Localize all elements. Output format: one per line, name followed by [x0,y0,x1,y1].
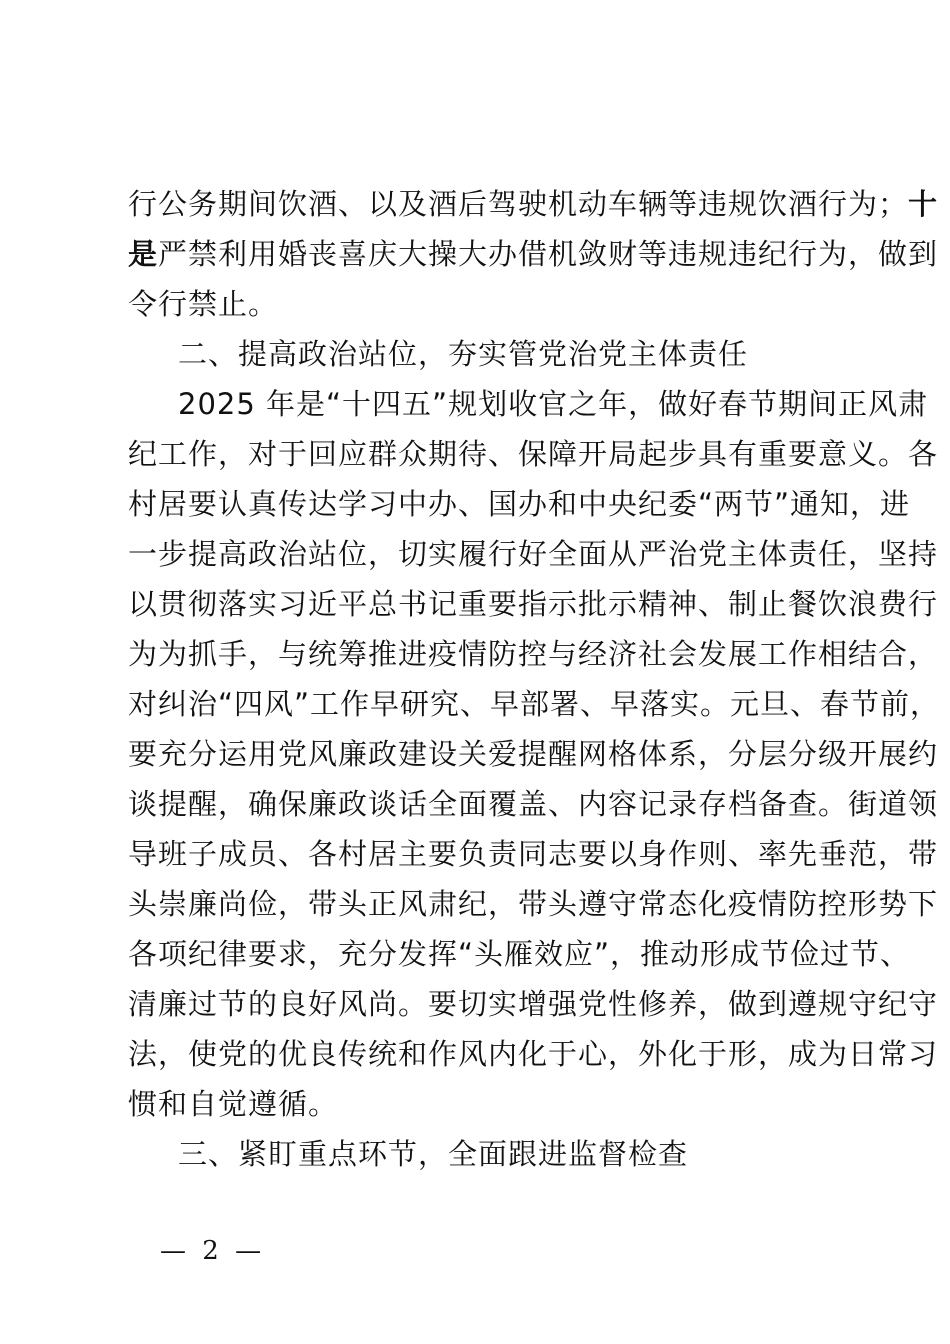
paragraph-line: 对纠治“四风”工作早研究、早部署、早落实。元旦、春节前， [128,687,941,721]
paragraph-line: 一步提高政治站位，切实履行好全面从严治党主体责任，坚持 [128,537,939,571]
text-line-3: 令行禁止。 [128,287,279,321]
section-heading-2: 二、提高政治站位，夯实管党治党主体责任 [178,337,749,371]
paragraph-line: 为为抓手，与统筹推进疫情防控与经济社会发展工作相结合， [128,637,939,671]
bold-numeral: 十 [908,187,939,221]
paragraph-line: 纪工作，对于回应群众期待、保障开局起步具有重要意义。各 [128,437,939,471]
paragraph-line: 头崇廉尚俭，带头正风肃纪，带头遵守常态化疫情防控形势下 [128,887,939,921]
text-span: 行公务期间饮酒、以及酒后驾驶机动车辆等违规饮酒行为； [128,187,909,221]
paragraph-line: 要充分运用党风廉政建设关爱提醒网格体系，分层分级开展约 [128,737,939,771]
paragraph-line: 法，使党的优良传统和作风内化于心，外化于形，成为日常习 [128,1037,939,1071]
text-span: 严禁利用婚丧喜庆大操大办借机敛财等违规违纪行为，做到 [158,237,939,271]
paragraph-line: 村居要认真传达学习中办、国办和中央纪委“两节”通知，进 [128,487,911,521]
bold-numeral: 是 [128,237,159,271]
paragraph-line: 各项纪律要求，充分发挥“头雁效应”，推动形成节俭过节、 [128,937,911,971]
page-number: — 2 — [160,1236,266,1266]
text-line-2 [128,234,939,274]
section-heading-3: 三、紧盯重点环节，全面跟进监督检查 [178,1137,689,1171]
paragraph-line: 2025 年是“十四五”规划收官之年，做好春节期间正风肃 [178,387,929,421]
paragraph-line: 清廉过节的良好风尚。要切实增强党性修养，做到遵规守纪守 [128,987,939,1021]
paragraph-line: 惯和自觉遵循。 [128,1087,339,1121]
text-line-1 [128,184,939,224]
paragraph-line: 导班子成员、各村居主要负责同志要以身作则、率先垂范，带 [128,837,939,871]
paragraph-line: 谈提醒，确保廉政谈话全面覆盖、内容记录存档备查。街道领 [128,787,939,821]
paragraph-line: 以贯彻落实习近平总书记重要指示批示精神、制止餐饮浪费行 [128,587,939,621]
